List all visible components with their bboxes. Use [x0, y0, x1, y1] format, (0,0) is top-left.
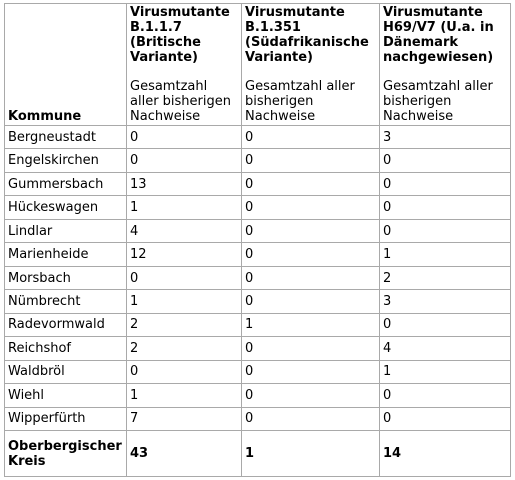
b1351-count: 0	[242, 407, 380, 430]
variant-subtitle: Gesamtzahl aller bisherigen Nachweise	[245, 79, 355, 124]
total-h69: 14	[380, 431, 511, 477]
variant-subtitle: Gesamtzahl aller bisherigen Nachweise	[130, 79, 231, 124]
b1351-count: 0	[242, 172, 380, 195]
b1351-count: 0	[242, 149, 380, 172]
table-row	[5, 149, 511, 172]
b1351-count: 0	[242, 360, 380, 383]
b117-count: 7	[127, 407, 242, 430]
kommune-cell: Reichshof	[5, 337, 127, 360]
b1351-count: 0	[242, 126, 380, 149]
b117-count: 1	[127, 290, 242, 313]
total-b117: 43	[127, 431, 242, 477]
table-row	[5, 219, 511, 242]
b117-count: 1	[127, 384, 242, 407]
h69-count: 0	[380, 149, 511, 172]
table-row	[5, 337, 511, 360]
b117-count: 0	[127, 266, 242, 289]
b117-count: 1	[127, 196, 242, 219]
table-row	[5, 360, 511, 383]
table-row	[5, 384, 511, 407]
b117-count: 13	[127, 172, 242, 195]
h69-count: 0	[380, 196, 511, 219]
h69-count: 1	[380, 243, 511, 266]
table-row	[5, 196, 511, 219]
table-row	[5, 243, 511, 266]
kommune-cell: Radevormwald	[5, 313, 127, 336]
variant-subtitle: Gesamtzahl aller bisherigen Nachweise	[383, 79, 493, 124]
b1351-count: 0	[242, 196, 380, 219]
variant-name: Virusmutante H69/V7 (U.a. in Dänemark nachgewiesen)	[383, 5, 494, 65]
kommune-cell: Gummersbach	[5, 172, 127, 195]
table-row	[5, 407, 511, 430]
table-row	[5, 126, 511, 149]
h69-count: 0	[380, 172, 511, 195]
table-row	[5, 172, 511, 195]
b1351-count: 0	[242, 219, 380, 242]
b1351-count: 0	[242, 384, 380, 407]
kommune-cell: Waldbröl	[5, 360, 127, 383]
header-variant-b117	[127, 4, 242, 126]
kommune-cell: Hückeswagen	[5, 196, 127, 219]
header-row	[5, 4, 511, 126]
variant-name: Virusmutante B.1.351 (Südafrikanische Variante)	[245, 5, 369, 65]
virus-variant-table	[4, 3, 511, 477]
variant-name: Virusmutante B.1.1.7 (Britische Variante)	[130, 5, 230, 65]
h69-count: 0	[380, 313, 511, 336]
b1351-count: 0	[242, 266, 380, 289]
b117-count: 4	[127, 219, 242, 242]
b1351-count: 1	[242, 313, 380, 336]
header-kommune: Kommune	[5, 4, 127, 126]
b117-count: 0	[127, 360, 242, 383]
total-row	[5, 431, 511, 477]
table-row	[5, 313, 511, 336]
b117-count: 2	[127, 337, 242, 360]
kommune-cell: Nümbrecht	[5, 290, 127, 313]
h69-count: 3	[380, 290, 511, 313]
b1351-count: 0	[242, 337, 380, 360]
kommune-cell: Lindlar	[5, 219, 127, 242]
h69-count: 3	[380, 126, 511, 149]
b117-count: 0	[127, 149, 242, 172]
b117-count: 2	[127, 313, 242, 336]
kommune-cell: Morsbach	[5, 266, 127, 289]
h69-count: 0	[380, 219, 511, 242]
h69-count: 0	[380, 384, 511, 407]
total-b1351: 1	[242, 431, 380, 477]
table-row	[5, 290, 511, 313]
h69-count: 0	[380, 407, 511, 430]
header-variant-h69	[380, 4, 511, 126]
h69-count: 1	[380, 360, 511, 383]
b117-count: 12	[127, 243, 242, 266]
total-label: Oberbergischer Kreis	[5, 431, 127, 477]
header-variant-b1351	[242, 4, 380, 126]
kommune-cell: Engelskirchen	[5, 149, 127, 172]
kommune-cell: Marienheide	[5, 243, 127, 266]
kommune-cell: Wiehl	[5, 384, 127, 407]
kommune-cell: Bergneustadt	[5, 126, 127, 149]
table-row	[5, 266, 511, 289]
b1351-count: 0	[242, 290, 380, 313]
kommune-cell: Wipperfürth	[5, 407, 127, 430]
b117-count: 0	[127, 126, 242, 149]
h69-count: 2	[380, 266, 511, 289]
h69-count: 4	[380, 337, 511, 360]
b1351-count: 0	[242, 243, 380, 266]
